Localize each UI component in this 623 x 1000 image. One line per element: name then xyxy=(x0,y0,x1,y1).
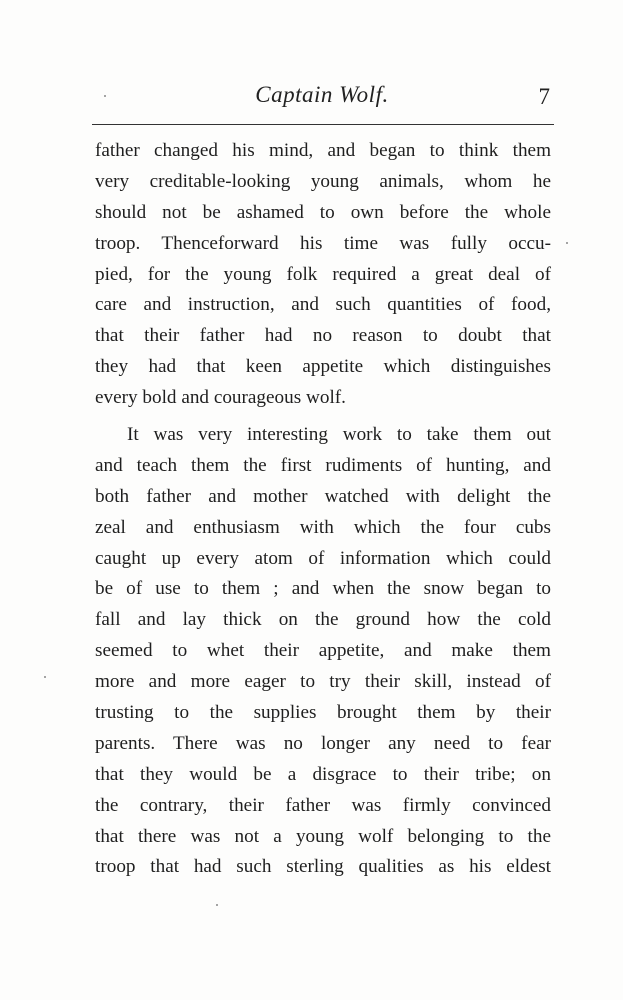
page-header xyxy=(92,80,552,116)
text-line: trusting to the supplies brought them by their xyxy=(95,702,551,724)
text-line: pied, for the young folk required a great deal of xyxy=(95,263,551,285)
print-speck xyxy=(566,242,568,244)
text-line: more and more eager to try their skill, instead of xyxy=(95,671,551,693)
text-line: troop. Thenceforward his time was fully occu- xyxy=(95,232,551,254)
text-line: the contrary, their father was firmly convinced xyxy=(95,794,551,816)
text-line: should not be ashamed to own before the whole xyxy=(95,201,551,223)
print-speck xyxy=(104,95,106,97)
text-line: that their father had no reason to doubt that xyxy=(95,325,551,347)
print-speck xyxy=(216,904,218,906)
text-line: troop that had such sterling qualities as his eldest xyxy=(95,856,551,878)
text-line: that there was not a young wolf belonging to the xyxy=(95,825,551,847)
text-line: father changed his mind, and began to think them xyxy=(95,140,551,161)
text-line: that they would be a disgrace to their tribe; on xyxy=(95,763,551,785)
text-line: parents. There was no longer any need to fear xyxy=(95,732,551,754)
text-line: It was very interesting work to take them out xyxy=(127,424,551,446)
running-title: Captain Wolf. xyxy=(255,82,389,107)
text-line: care and instruction, and such quantities of food, xyxy=(95,294,551,316)
text-line: fall and lay thick on the ground how the cold xyxy=(95,609,551,631)
text-line: every bold and courageous wolf. xyxy=(95,387,346,409)
print-speck xyxy=(44,676,46,678)
header-rule xyxy=(92,124,554,125)
text-line: seemed to whet their appetite, and make them xyxy=(95,640,551,662)
body-text xyxy=(95,136,551,883)
text-line: caught up every atom of information which could xyxy=(95,547,551,569)
text-line: be of use to them ; and when the snow began to xyxy=(95,578,551,600)
page-number: 7 xyxy=(538,84,550,109)
text-line: they had that keen appetite which distinguishes xyxy=(95,356,551,378)
text-line: very creditable-looking young animals, whom he xyxy=(95,170,551,192)
text-line: and teach them the first rudiments of hunting, and xyxy=(95,454,551,476)
text-line: both father and mother watched with delight the xyxy=(95,485,551,507)
text-line: zeal and enthusiasm with which the four cubs xyxy=(95,516,551,538)
